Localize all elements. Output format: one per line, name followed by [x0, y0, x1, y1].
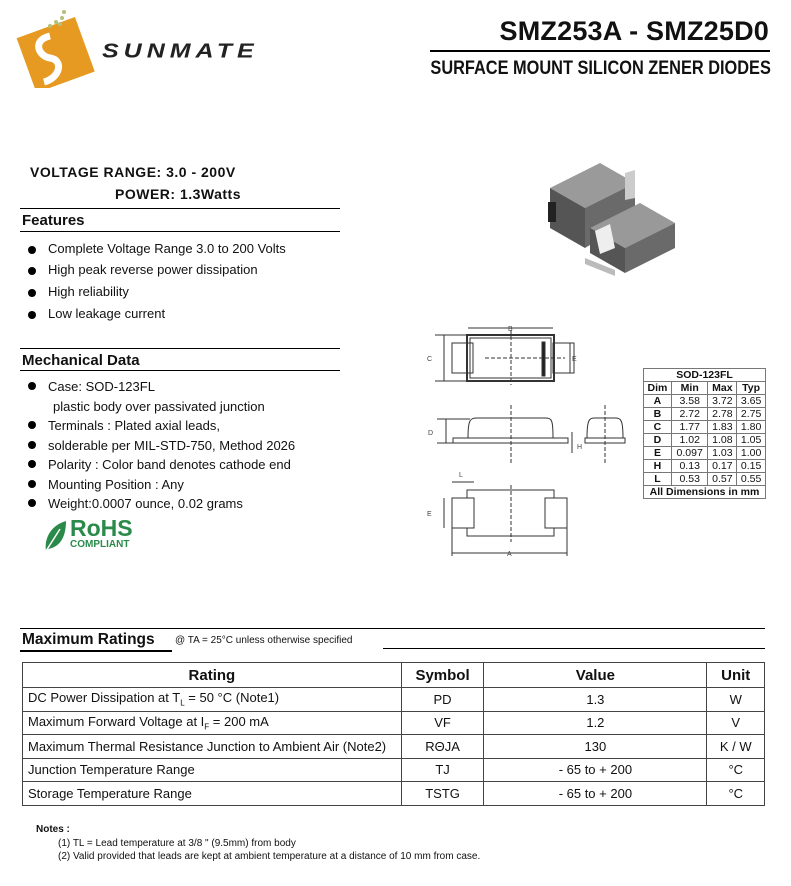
ratings-condition: @ TA = 25°C unless otherwise specified — [175, 635, 353, 646]
dim-cell: 3.65 — [737, 395, 766, 408]
ratings-value: - 65 to + 200 — [484, 782, 707, 806]
dim-cell: 0.57 — [708, 473, 737, 486]
dim-cell: 1.83 — [708, 421, 737, 434]
mech-item: plastic body over passivated junction — [53, 398, 265, 414]
leaf-icon — [42, 519, 68, 553]
ratings-value: 1.2 — [484, 711, 707, 735]
dim-cell: 0.53 — [671, 473, 708, 486]
ratings-symbol: TJ — [401, 758, 484, 782]
dim-cell: C — [644, 421, 672, 434]
ratings-value: 130 — [484, 735, 707, 759]
ratings-header: Value — [484, 663, 707, 688]
sunmate-logo — [10, 8, 275, 88]
ratings-header: Unit — [707, 663, 765, 688]
part-number-title: SMZ253A - SMZ25D0 — [499, 16, 769, 46]
mech-item: Weight:0.0007 ounce, 0.02 grams — [22, 494, 295, 514]
dim-cell: 3.58 — [671, 395, 708, 408]
mechanical-heading: Mechanical Data — [22, 352, 140, 369]
mech-item: Terminals : Plated axial leads, — [22, 416, 295, 436]
dim-row — [644, 395, 766, 408]
dim-row — [644, 408, 766, 421]
ratings-rating: Storage Temperature Range — [23, 782, 402, 806]
svg-text:L: L — [459, 472, 463, 479]
package-outline-drawing — [415, 320, 645, 565]
features-heading: Features — [22, 212, 85, 229]
ratings-symbol: RΘJA — [401, 735, 484, 759]
svg-text:A: A — [507, 551, 512, 558]
dim-cell: 1.05 — [737, 434, 766, 447]
datasheet-page: SUNMATE SMZ253A - SMZ25D0 SURFACE MOUNT SILICON ZENER DIODES VOLTAGE RANGE: 3.0 - 200V POWER: 1.3Watts Features Complete Voltage Range 3.0 to 200 Volts High peak reverse power dissipation High reliability Low leakage current Mechanical Data Case: SOD-123FL plastic body over passivated junction Terminals : Plated axial leads, solderable per MIL-STD-750, Method 2026 Polarity : Color band denotes cathode end Mounting Position : Any Weight:0.0007 ounce, 0.02 grams RoHS COMPLIANT B C E D H L E A SOD-123FL Dim Min Max Typ A 3.58 3.72 3.65 B 2.72 2.78 2.75 C 1.77 1.83 1.80 D 1.02 1.08 1.05 E 0.097 1.03 1.00 H 0.13 0.17 0.15 L 0.53 0.57 0.55 All Dimensions in mm Maximum Ratings @ TA = 25°C unless otherwise specified Rating Symbol Value Unit DC Power Dissipation at $T_L = 50$ °C (Note1) PD 1.3 W Maximum Forward Voltage at $I_F = 200$ mA VF 1.2 V Maximum Thermal Resistance Junction to Ambient Air (Note2) RΘJA 130 K / W Junction Temperature Range TJ - 65 to + 200 °C Storage Temperature Range TSTG - 65 to + 200 °C Notes : (1) TL = Lead temperature at 3/8 " (9.5mm) from body (2) Valid provided that leads are kept at ambient temperature at a distance of 10 mm from case. — [0, 0, 791, 886]
svg-text:D: D — [428, 430, 434, 437]
mechanical-list — [22, 377, 295, 514]
features-list — [22, 241, 286, 321]
mech-item: Case: SOD-123FL — [22, 377, 295, 397]
ratings-unit: °C — [707, 758, 765, 782]
mech-item: solderable per MIL-STD-750, Method 2026 — [22, 436, 295, 456]
ratings-row — [23, 758, 765, 782]
mech-item: Mounting Position : Any — [22, 475, 295, 495]
max-ratings-table — [22, 662, 765, 806]
ratings-symbol: TSTG — [401, 782, 484, 806]
ratings-unit: V — [707, 711, 765, 735]
dim-cell: E — [644, 447, 672, 460]
feature-item: Complete Voltage Range 3.0 to 200 Volts — [22, 241, 286, 262]
notes: Notes : (1) TL = Lead temperature at 3/8 " (9.5mm) from body (2) Valid provided that leads are kept at ambient temperature at a distance of 10 mm from case. — [36, 824, 481, 862]
svg-text:E: E — [427, 511, 432, 518]
ratings-value: 1.3 — [484, 688, 707, 712]
svg-text:SUNMATE: SUNMATE — [102, 39, 259, 63]
svg-text:E: E — [572, 356, 577, 363]
ratings-row — [23, 782, 765, 806]
svg-text:H: H — [577, 444, 583, 451]
dim-cell: 1.08 — [708, 434, 737, 447]
ratings-row — [23, 735, 765, 759]
ratings-symbol: VF — [401, 711, 484, 735]
dim-cell: 2.72 — [671, 408, 708, 421]
dim-cell: 0.17 — [708, 460, 737, 473]
dim-cell: 1.77 — [671, 421, 708, 434]
ratings-row — [23, 711, 765, 735]
feature-item: High reliability — [22, 284, 286, 306]
dim-cell: 1.02 — [671, 434, 708, 447]
ratings-value: - 65 to + 200 — [484, 758, 707, 782]
voltage-range: VOLTAGE RANGE: 3.0 - 200V — [30, 164, 236, 180]
ratings-unit: °C — [707, 782, 765, 806]
ratings-rating: Maximum Forward Voltage at $I_F = 200$ mA — [23, 711, 402, 735]
dim-header: Typ — [737, 382, 766, 395]
product-subtitle: SURFACE MOUNT SILICON ZENER DIODES — [430, 58, 771, 79]
feature-item: High peak reverse power dissipation — [22, 262, 286, 284]
dim-cell: D — [644, 434, 672, 447]
dim-row — [644, 447, 766, 460]
dim-cell: 0.13 — [671, 460, 708, 473]
dim-cell: 1.00 — [737, 447, 766, 460]
ratings-row — [23, 688, 765, 712]
dim-cell: B — [644, 408, 672, 421]
dim-cell: 0.097 — [671, 447, 708, 460]
svg-text:C: C — [427, 356, 433, 363]
dim-row — [644, 473, 766, 486]
dim-cell: A — [644, 395, 672, 408]
feature-item: Low leakage current — [22, 306, 286, 321]
power-rating: POWER: 1.3Watts — [115, 186, 242, 202]
dimension-table: SOD-123FL Dim Min Max Typ A 3.58 3.72 3.65 B 2.72 2.78 2.75 C 1.77 1.83 1.80 D 1.02 1.08 1.05 E 0.097 1.03 1.00 H 0.13 0.17 0.15 L 0.53 0.57 0.55 All Dimensions in mm — [643, 368, 766, 499]
dim-row — [644, 460, 766, 473]
dim-cell: 2.75 — [737, 408, 766, 421]
dim-cell: 0.15 — [737, 460, 766, 473]
dim-cell: L — [644, 473, 672, 486]
ratings-header: Rating — [23, 663, 402, 688]
dim-row — [644, 434, 766, 447]
ratings-unit: K / W — [707, 735, 765, 759]
ratings-rating: DC Power Dissipation at $T_L = 50$ °C (Note1) — [23, 688, 402, 712]
component-photo — [540, 158, 685, 283]
ratings-unit: W — [707, 688, 765, 712]
dim-header: Dim — [644, 382, 672, 395]
dim-cell: 3.72 — [708, 395, 737, 408]
dim-header: Min — [671, 382, 708, 395]
dim-cell: 0.55 — [737, 473, 766, 486]
dim-cell: 1.80 — [737, 421, 766, 434]
ratings-symbol: PD — [401, 688, 484, 712]
svg-text:B: B — [508, 326, 513, 333]
dim-cell: 1.03 — [708, 447, 737, 460]
dim-cell: H — [644, 460, 672, 473]
dim-row — [644, 421, 766, 434]
ratings-header: Symbol — [401, 663, 484, 688]
dim-header: Max — [708, 382, 737, 395]
ratings-rating: Maximum Thermal Resistance Junction to Ambient Air (Note2) — [23, 735, 402, 759]
ratings-rating: Junction Temperature Range — [23, 758, 402, 782]
mech-item: Polarity : Color band denotes cathode end — [22, 455, 295, 475]
ratings-heading: Maximum Ratings — [22, 631, 155, 648]
dim-cell: 2.78 — [708, 408, 737, 421]
